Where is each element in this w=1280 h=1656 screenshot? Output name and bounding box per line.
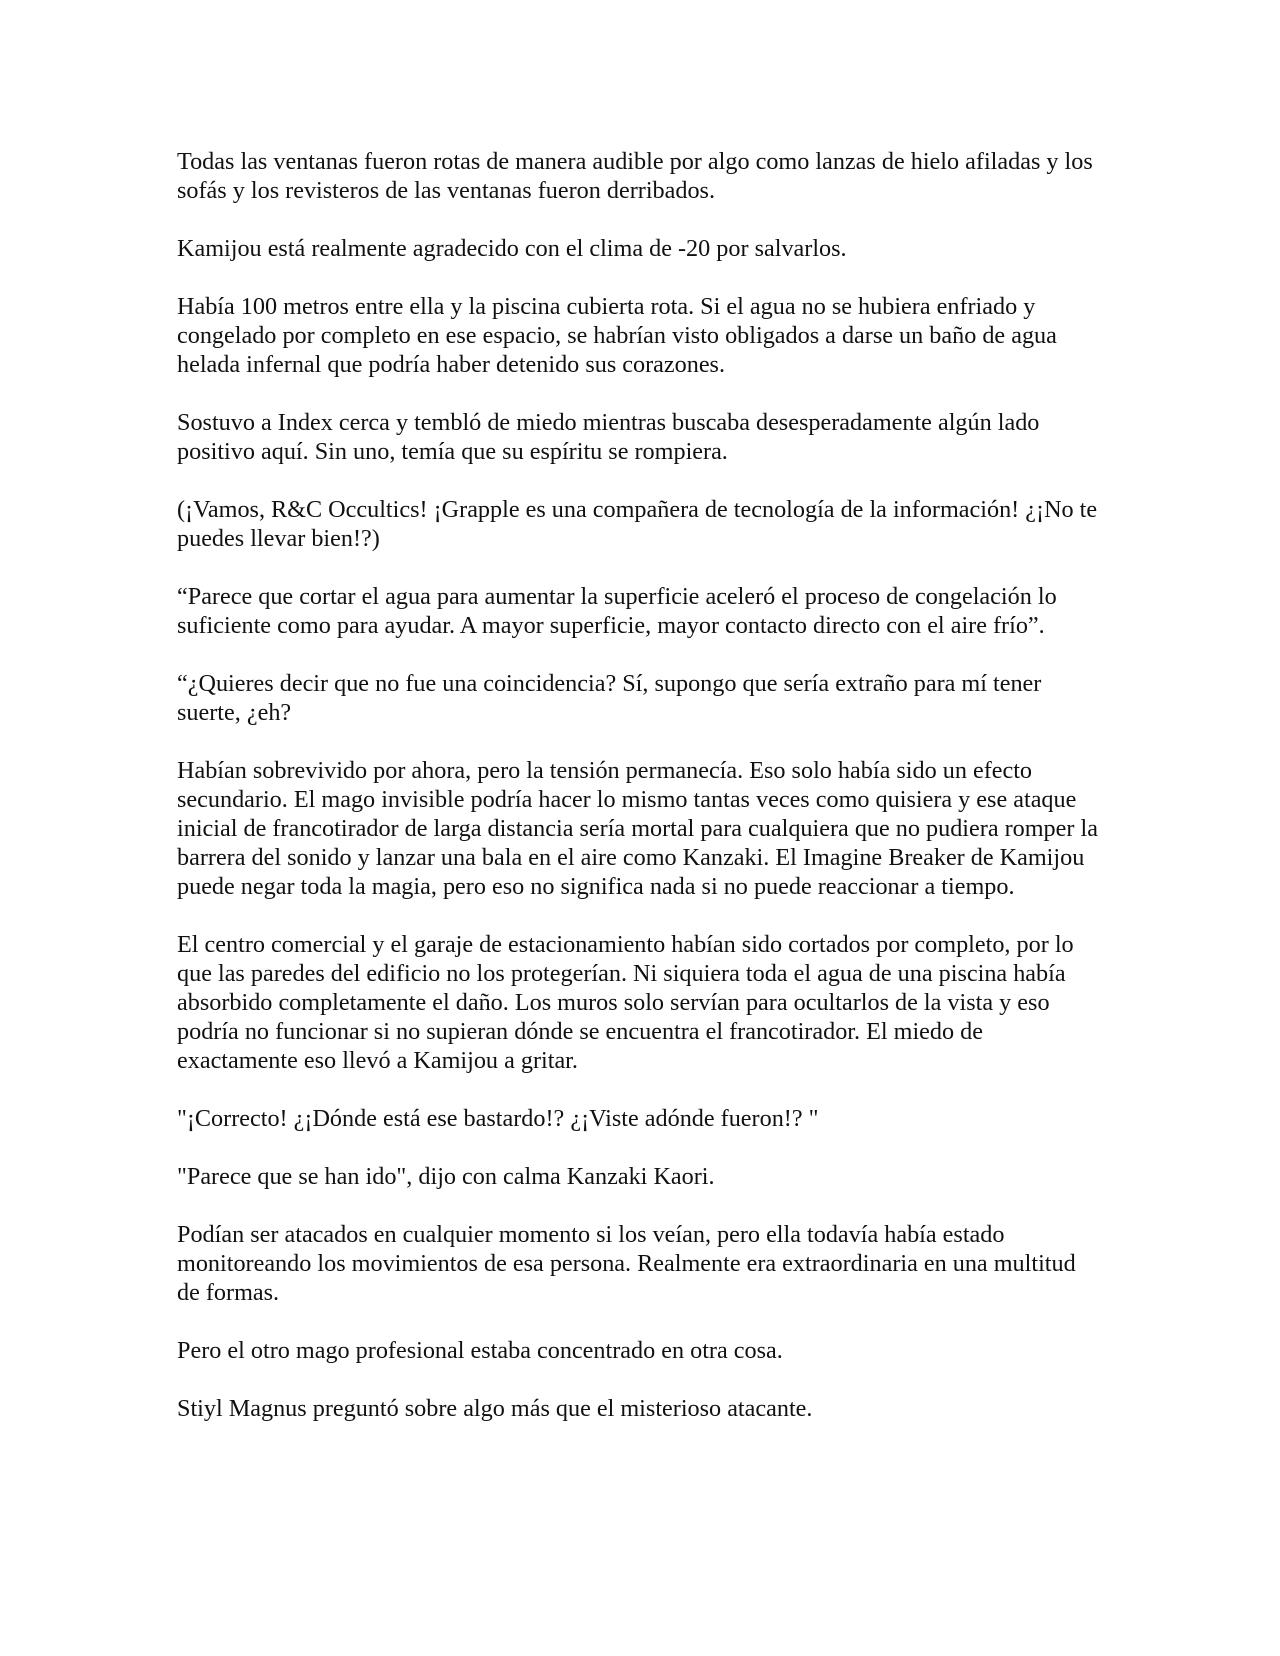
paragraph: El centro comercial y el garaje de estacionamiento habían sido cortados por completo, por lo que las paredes del edificio no los protegerían. Ni siquiera toda el agua de una piscina había absorbido completamente el daño. Los muros solo servían para ocultarlos de la vista y eso podría no funcionar si no supieran dónde se encuentra el francotirador. El miedo de exactamente eso llevó a Kamijou a gritar. xyxy=(177,931,1074,1074)
paragraph: Podían ser atacados en cualquier momento si los veían, pero ella todavía había estado monitoreando los movimientos de esa persona. Realmente era extraordinaria en una multitud de formas. xyxy=(177,1221,1076,1306)
paragraph: (¡Vamos, R&C Occultics! ¡Grapple es una compañera de tecnología de la información! ¿¡No te puedes llevar bien!?) xyxy=(177,496,1098,552)
paragraph: “¿Quieres decir que no fue una coincidencia? Sí, supongo que sería extraño para mí tener suerte, ¿eh? xyxy=(177,670,1042,726)
paragraph: Stiyl Magnus preguntó sobre algo más que el misterioso atacante. xyxy=(177,1395,813,1422)
paragraph: Sostuvo a Index cerca y tembló de miedo mientras buscaba desesperadamente algún lado positivo aquí. Sin uno, temía que su espíritu se rompiera. xyxy=(177,409,1040,465)
paragraph: Pero el otro mago profesional estaba concentrado en otra cosa. xyxy=(177,1337,783,1364)
paragraph: Había 100 metros entre ella y la piscina cubierta rota. Si el agua no se hubiera enfriado y congelado por completo en ese espacio, se habrían visto obligados a darse un baño de agua helada infernal que podría haber detenido sus corazones. xyxy=(177,293,1057,378)
paragraph: Kamijou está realmente agradecido con el clima de -20 por salvarlos. xyxy=(177,235,847,262)
paragraph: Habían sobrevivido por ahora, pero la tensión permanecía. Eso solo había sido un efecto secundario. El mago invisible podría hacer lo mismo tantas veces como quisiera y ese ataque inicial de francotirador de larga distancia sería mortal para cualquiera que no pudiera romper la barrera del sonido y lanzar una bala en el aire como Kanzaki. El Imagine Breaker de Kamijou puede negar toda la magia, pero eso no significa nada si no puede reaccionar a tiempo. xyxy=(177,757,1098,900)
paragraph: Todas las ventanas fueron rotas de manera audible por algo como lanzas de hielo afiladas y los sofás y los revisteros de las ventanas fueron derribados. xyxy=(177,148,1093,204)
paragraph: "Parece que se han ido", dijo con calma Kanzaki Kaori. xyxy=(177,1163,715,1190)
paragraph: "¡Correcto! ¿¡Dónde está ese bastardo!? ¿¡Viste adónde fueron!? " xyxy=(177,1105,819,1132)
paragraph: “Parece que cortar el agua para aumentar la superficie aceleró el proceso de congelación lo suficiente como para ayudar. A mayor superficie, mayor contacto directo con el aire frío”. xyxy=(177,583,1057,639)
document-body xyxy=(177,147,1102,1452)
